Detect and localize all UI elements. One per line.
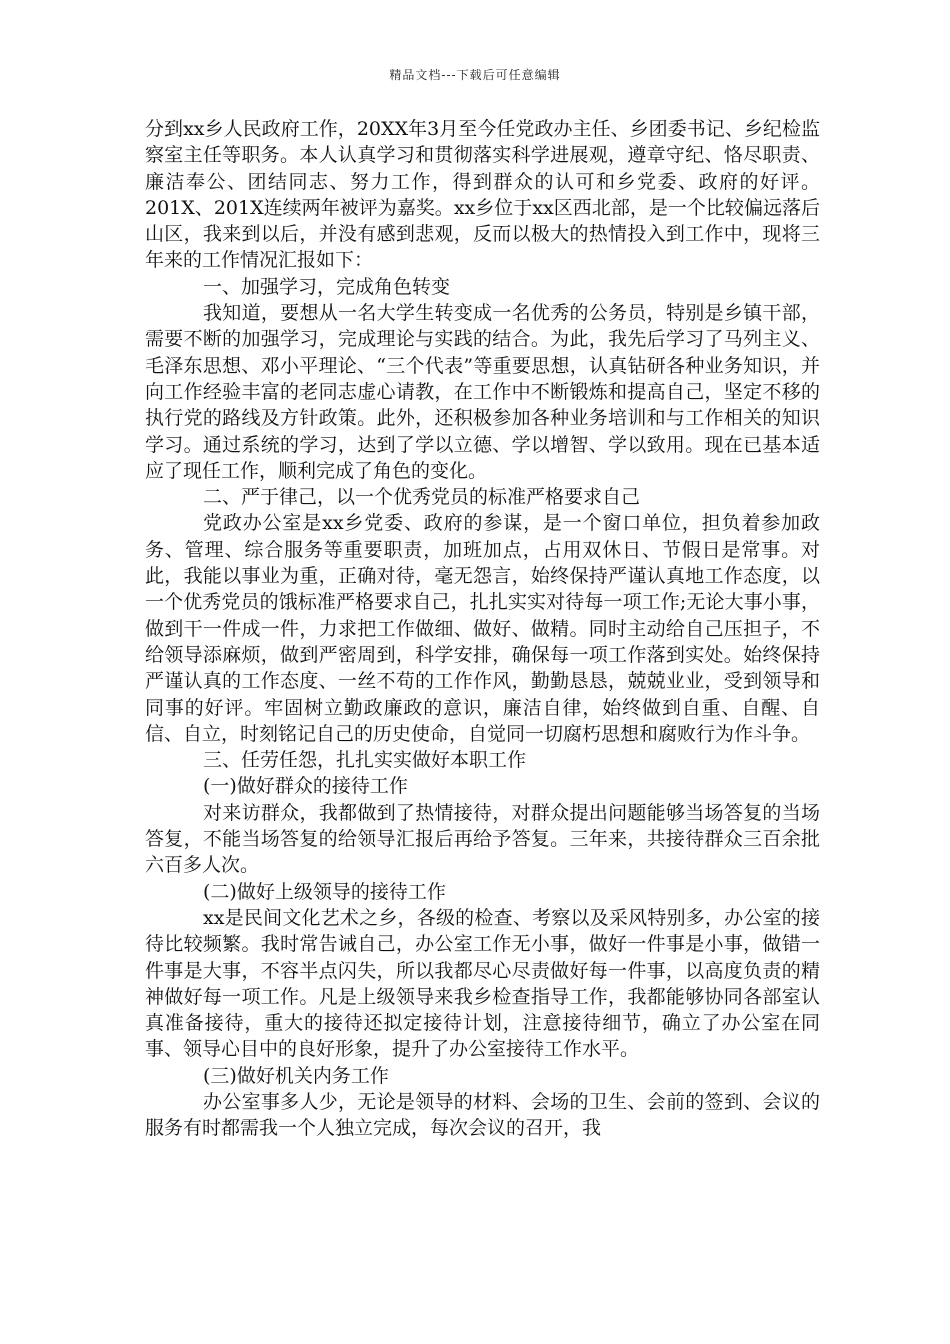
paragraph: 党政办公室是xx乡党委、政府的参谋，是一个窗口单位，担负着参加政务、管理、综合服务等重要职责，加班加点，占用双休日、节假日是常事。对此，我能以事业为重，正确对待，毫无怨言，始终保持严谨认真地工作态度，以一个优秀党员的饿标准严格要求自己，扎扎实实对待每一项工作;无论大事小事，做到干一件成一件，力求把工作做细、做好、做精。同时主动给自己压担子，不给领导添麻烦，做到严密周到，科学安排，确保每一项工作落到实处。始终保持严谨认真的工作态度、一丝不苟的工作作风，勤勤恳恳，兢兢业业，受到领导和同事的好评。牢固树立勤政廉政的意识，廉洁自律，始终做到自重、自醒、自信、自立，时刻铭记自己的历史使命，自觉同一切腐朽思想和腐败行为作斗争。 bbox=[145, 512, 820, 745]
paragraph: 我知道，要想从一名大学生转变成一名优秀的公务员，特别是乡镇干部，需要不断的加强学习，完成理论与实践的结合。为此，我先后学习了马列主义、毛泽东思想、邓小平理论、“三个代表”等重要思想，认真钻研各种业务知识，并向工作经验丰富的老同志虚心请教，在工作中不断锻炼和提高自己，坚定不移的执行党的路线及方针政策。此外，还积极参加各种业务培训和与工作相关的知识学习。通过系统的学习，达到了学以立德、学以增智、学以致用。现在已基本适应了现任工作，顺利完成了角色的变化。 bbox=[145, 302, 820, 482]
page-header: 精品文档---下载后可任意编辑 bbox=[389, 68, 561, 82]
section-heading: 三、任劳任怨，扎扎实实做好本职工作 bbox=[203, 749, 527, 772]
paragraph: xx是民间文化艺术之乡，各级的检查、考察以及采风特别多，办公室的接待比较频繁。我时常告诫自己，办公室工作无小事，做好一件事是小事，做错一件事是大事，不容半点闪失，所以我都尽心尽责做好每一件事，以高度负责的精神做好每一项工作。凡是上级领导来我乡检查指导工作，我都能够协同各部室认真准备接待，重大的接待还拟定接待计划，注意接待细节，确立了办公室在同事、领导心目中的良好形象，提升了办公室接待工作水平。 bbox=[145, 906, 820, 1061]
subsection-heading: (三)做好机关内务工作 bbox=[203, 1064, 389, 1087]
section-heading: 一、加强学习，完成角色转变 bbox=[203, 275, 451, 298]
document-body bbox=[145, 116, 820, 1142]
subsection-heading: (二)做好上级领导的接待工作 bbox=[203, 880, 446, 903]
section-heading: 二、严于律己，以一个优秀党员的标准严格要求自己 bbox=[203, 486, 641, 509]
paragraph: 分到xx乡人民政府工作，20XX年3月至今任党政办主任、乡团委书记、乡纪检监察室主任等职务。本人认真学习和贯彻落实科学进展观，遵章守纪、恪尽职责、廉洁奉公、团结同志、努力工作，得到群众的认可和乡党委、政府的好评。201X、201X连续两年被评为嘉奖。xx乡位于xx区西北部，是一个比较偏远落后山区，我来到以后，并没有感到悲观，反而以极大的热情投入到工作中，现将三年来的工作情况汇报如下： bbox=[145, 118, 820, 272]
paragraph: 对来访群众，我都做到了热情接待，对群众提出问题能够当场答复的当场答复，不能当场答复的给领导汇报后再给予答复。三年来，共接待群众三百余批六百多人次。 bbox=[145, 801, 820, 877]
paragraph: 办公室事多人少，无论是领导的材料、会场的卫生、会前的签到、会议的服务有时都需我一个人独立完成，每次会议的召开，我 bbox=[145, 1090, 820, 1140]
subsection-heading: (一)做好群众的接待工作 bbox=[203, 775, 408, 798]
